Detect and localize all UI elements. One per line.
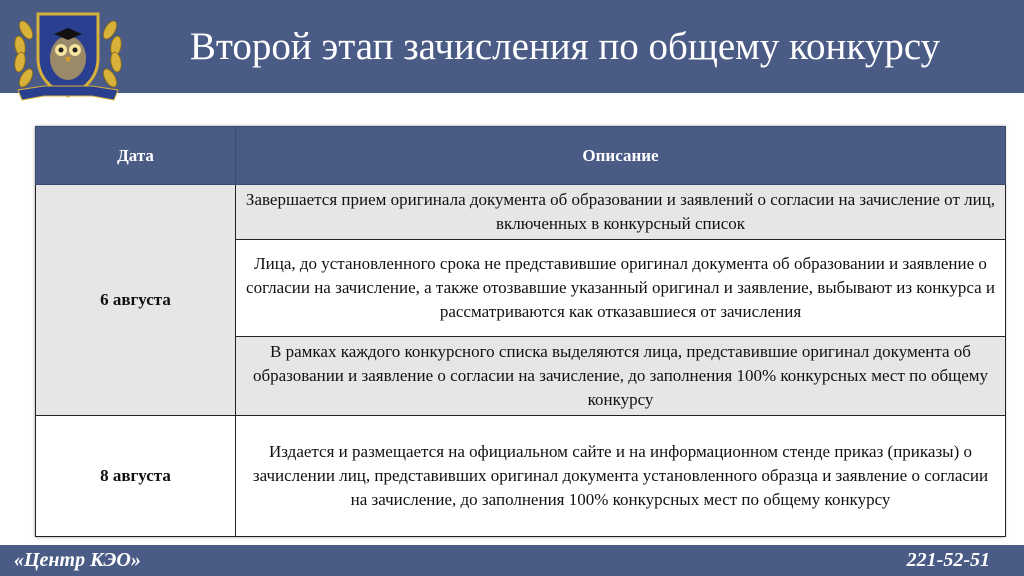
description-cell: Завершается прием оригинала документа об образовании и заявлений о согласии на зачисление от лиц, включенных в конкурсный список	[236, 185, 1006, 240]
footer-phone: 221-52-51	[906, 549, 990, 571]
column-header-description: Описание	[236, 127, 1006, 185]
schedule-table	[35, 126, 1005, 537]
description-cell: В рамках каждого конкурсного списка выделяются лица, представившие оригинал документа об образовании и заявление о согласии на зачисление, до заполнения 100% конкурсных мест по общему конкурсу	[236, 337, 1006, 416]
header-bar	[0, 0, 1024, 93]
column-header-date: Дата	[36, 127, 236, 185]
owl-crest-logo-icon	[4, 0, 132, 112]
table-row	[36, 416, 1006, 537]
description-cell: Лица, до установленного срока не представившие оригинал документа об образовании и заявление о согласии на зачисление, а также отозвавшие указанный оригинал и заявление, выбывают из конкурса и рассматриваются как отказавшиеся от зачисления	[236, 240, 1006, 337]
footer-organization: «Центр КЭО»	[14, 549, 141, 571]
date-cell: 8 августа	[36, 416, 236, 537]
table-row	[36, 185, 1006, 240]
page-title: Второй этап зачисления по общему конкурсу	[189, 24, 941, 68]
date-cell: 6 августа	[36, 185, 236, 416]
description-cell: Издается и размещается на официальном сайте и на информационном стенде приказ (приказы) о зачислении лиц, представивших оригинал документа установленного образца и заявление о согласии на зачисление, до заполнения 100% конкурсных мест по общему конкурсу	[236, 416, 1006, 537]
footer-bar	[0, 545, 1024, 576]
table-header-row	[36, 127, 1006, 185]
